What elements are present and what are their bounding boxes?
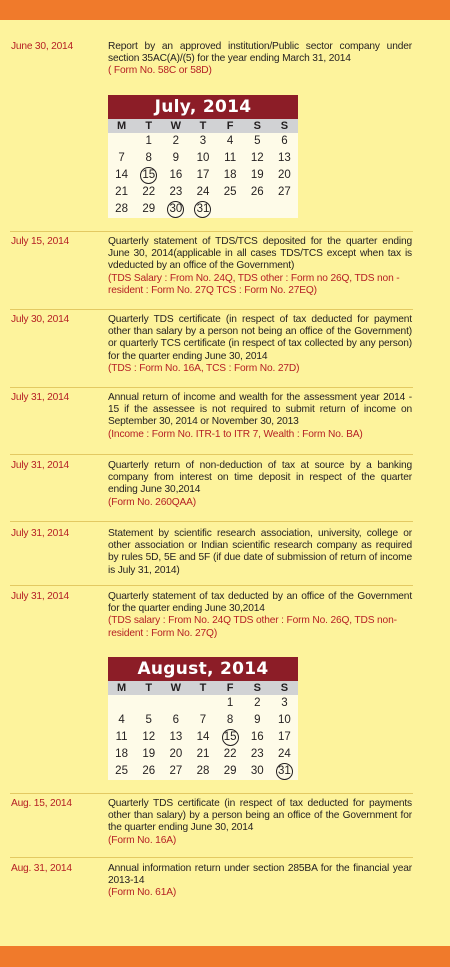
- divider: [10, 309, 413, 310]
- calendar-title: July, 2014: [108, 95, 298, 119]
- calendar-day: 11: [115, 731, 128, 743]
- calendar-day: 30: [250, 765, 264, 777]
- calendar-empty-cell: [244, 201, 271, 218]
- weekday-label: F: [226, 682, 234, 694]
- entry-body: [108, 236, 412, 297]
- calendar-day: 14: [115, 169, 128, 181]
- entry-description: Annual return of income and wealth for the assessment year 2014 - 15 if the assessee is not required to submit return of income on September 30, 2014 or November 30, 2013: [108, 392, 412, 428]
- calendar-day: 10: [278, 714, 291, 726]
- calendar-day-highlighted: 31: [271, 763, 298, 780]
- calendar-day: 19: [142, 748, 156, 760]
- divider: [10, 521, 413, 522]
- calendar-empty-cell: [217, 201, 244, 218]
- calendar-day: 12: [250, 152, 264, 164]
- calendar-day: 20: [278, 169, 291, 181]
- weekday-label: T: [145, 120, 153, 132]
- entry-description: Annual information return under section 285BA for the financial year 2013-14: [108, 863, 412, 887]
- entry-form: (Income : Form No. ITR-1 to ITR 7, Wealth : Form No. BA): [108, 428, 363, 440]
- calendar-day: 3: [199, 135, 207, 147]
- calendar-day: 22: [223, 748, 237, 760]
- calendar-weekday-header: [108, 681, 298, 695]
- entry-description: Quarterly TDS certificate (in respect of tax deducted for payment other than salary by a person not being an office of the Government) or quarterly TCS certificate (in respect of tax collected by any person) for the quarter ending June 30, 2014: [108, 314, 412, 362]
- entry-form: (TDS salary : From No. 24Q TDS other : Form No. 26Q, TDS non-resident : Form No. 27Q): [108, 615, 397, 639]
- calendar-day: 2: [254, 697, 261, 709]
- calendar-day: 24: [278, 748, 291, 760]
- entry-body: [108, 460, 412, 509]
- weekday-label: T: [199, 120, 207, 132]
- calendar-day: 21: [115, 186, 128, 198]
- divider: [10, 231, 413, 232]
- entry-date: Aug. 31, 2014: [11, 863, 72, 874]
- calendar-day: 21: [196, 748, 210, 760]
- entry-description: Report by an approved institution/Public sector company under section 35AC(A)/(5) for the year ending March 31, 2014: [108, 41, 412, 65]
- entry-date: Aug. 15, 2014: [11, 798, 72, 809]
- entry-form: (Form No. 260QAA): [108, 496, 197, 508]
- entry-body: [108, 392, 412, 441]
- calendar-title: August, 2014: [108, 657, 298, 681]
- entry-description: Quarterly statement of TDS/TCS deposited for the quarter ending June 30, 2014(applicable in all cases TDS/TCS except when tax is vdeducted by an office of the Government): [108, 236, 412, 272]
- calendar-empty-cell: [271, 201, 298, 218]
- divider: [10, 387, 413, 388]
- calendar-empty-cell: [189, 695, 216, 712]
- calendar-day: 16: [169, 169, 183, 181]
- entry-description: Statement by scientific research association, university, college or other association or Indian scientific research company as required by rules 5D, 5E and 5F (if due date of submission of return of income is July 31, 2014): [108, 528, 412, 576]
- entry-date: July 30, 2014: [11, 314, 70, 325]
- weekday-label: M: [116, 120, 127, 132]
- calendar-day: 3: [281, 697, 288, 709]
- weekday-label: T: [145, 682, 153, 694]
- weekday-label: S: [253, 682, 261, 694]
- calendar-day: 25: [223, 186, 237, 198]
- entry-description: Quarterly return of non-deduction of tax at source by a banking company from interest on time deposit in respect of the quarter ending June 30,2014: [108, 460, 412, 496]
- weekday-label: W: [170, 120, 182, 132]
- calendar-day-highlighted: 31: [189, 201, 216, 218]
- entry-body: [108, 528, 412, 577]
- entry-body: [108, 798, 412, 847]
- calendar-day-highlighted: 15: [217, 729, 244, 746]
- calendar-day: 19: [250, 169, 264, 181]
- calendar-day: 23: [169, 186, 183, 198]
- calendar-day: 14: [196, 731, 210, 743]
- weekday-label: S: [253, 120, 261, 132]
- calendar-day: 1: [145, 135, 152, 147]
- calendar-empty-cell: [135, 695, 162, 712]
- entry-date: July 31, 2014: [11, 591, 70, 602]
- calendar-day: 20: [169, 748, 183, 760]
- weekday-label: S: [280, 120, 289, 132]
- calendar-empty-cell: [108, 133, 135, 150]
- calendar-weekday-header: [108, 119, 298, 133]
- entry-form: ( Form No. 58C or 58D): [108, 65, 212, 77]
- calendar-day: 28: [196, 765, 210, 777]
- calendar-day: 11: [224, 152, 237, 164]
- calendar-day: 7: [199, 714, 207, 726]
- calendar-day: 24: [196, 186, 210, 198]
- calendar-day: 4: [118, 714, 125, 726]
- calendar-day: 13: [278, 152, 291, 164]
- calendar-empty-cell: [108, 695, 135, 712]
- calendar-day: 17: [278, 731, 291, 743]
- calendar-july: [108, 95, 298, 218]
- divider: [10, 454, 413, 455]
- entry-body: [108, 41, 412, 78]
- calendar-day: 1: [226, 697, 234, 709]
- calendar-day: 12: [142, 731, 156, 743]
- calendar-day: 23: [250, 748, 264, 760]
- calendar-day-grid: [108, 695, 298, 780]
- calendar-day: 5: [145, 714, 152, 726]
- entry-date: June 30, 2014: [11, 41, 73, 52]
- entry-form: (Form No. 16A): [108, 834, 177, 846]
- divider: [10, 857, 413, 858]
- entry-date: July 31, 2014: [11, 392, 70, 403]
- calendar-day-grid: [108, 133, 298, 218]
- entry-description: Quarterly TDS certificate (in respect of tax deducted for payments other than salary) by a person being an office of the Government for the quarter ending June 30, 2014: [108, 798, 412, 834]
- entry-body: [108, 314, 412, 375]
- calendar-day: 6: [172, 714, 180, 726]
- calendar-day: 16: [250, 731, 264, 743]
- calendar-day: 17: [196, 169, 210, 181]
- calendar-day: 13: [169, 731, 183, 743]
- entry-description: Quarterly statement of tax deducted by an office of the Government for the quarter ending June 30,2014: [108, 591, 412, 615]
- calendar-day: 29: [223, 765, 237, 777]
- entry-body: [108, 591, 412, 640]
- calendar-empty-cell: [162, 695, 189, 712]
- calendar-day: 8: [145, 152, 152, 164]
- calendar-day: 18: [115, 748, 128, 760]
- calendar-day: 25: [115, 765, 128, 777]
- calendar-day: 4: [226, 135, 234, 147]
- entry-form: (TDS Salary : From No. 24Q, TDS other : Form no 26Q, TDS non - resident : Form No. 27Q TCS : Form No. 27EQ): [108, 272, 400, 296]
- weekday-label: T: [199, 682, 207, 694]
- divider: [10, 793, 413, 794]
- calendar-day-highlighted: 15: [135, 167, 162, 184]
- calendar-august: [108, 657, 298, 780]
- calendar-day: 6: [281, 135, 288, 147]
- calendar-day: 18: [223, 169, 237, 181]
- weekday-label: W: [170, 682, 182, 694]
- calendar-day: 26: [142, 765, 156, 777]
- calendar-day: 9: [172, 152, 180, 164]
- calendar-day: 29: [142, 203, 156, 215]
- weekday-label: M: [116, 682, 127, 694]
- entry-date: July 31, 2014: [11, 528, 70, 539]
- top-band: [0, 0, 450, 20]
- entry-body: [108, 863, 412, 900]
- entry-form: (Form No. 61A): [108, 887, 177, 899]
- calendar-day: 26: [250, 186, 264, 198]
- weekday-label: F: [226, 120, 234, 132]
- calendar-day: 27: [278, 186, 291, 198]
- calendar-day: 8: [226, 714, 234, 726]
- bottom-band: [0, 946, 450, 967]
- calendar-day: 9: [254, 714, 261, 726]
- entry-date: July 31, 2014: [11, 460, 70, 471]
- entry-date: July 15, 2014: [11, 236, 70, 247]
- calendar-day: 27: [169, 765, 183, 777]
- calendar-day: 28: [115, 203, 128, 215]
- calendar-day: 7: [118, 152, 125, 164]
- calendar-day: 2: [172, 135, 180, 147]
- calendar-day: 10: [196, 152, 210, 164]
- calendar-day: 22: [142, 186, 156, 198]
- entry-form: (TDS : Form No. 16A, TCS : Form No. 27D): [108, 362, 300, 374]
- divider: [10, 585, 413, 586]
- calendar-day-highlighted: 30: [162, 201, 189, 218]
- weekday-label: S: [280, 682, 289, 694]
- calendar-day: 5: [254, 135, 261, 147]
